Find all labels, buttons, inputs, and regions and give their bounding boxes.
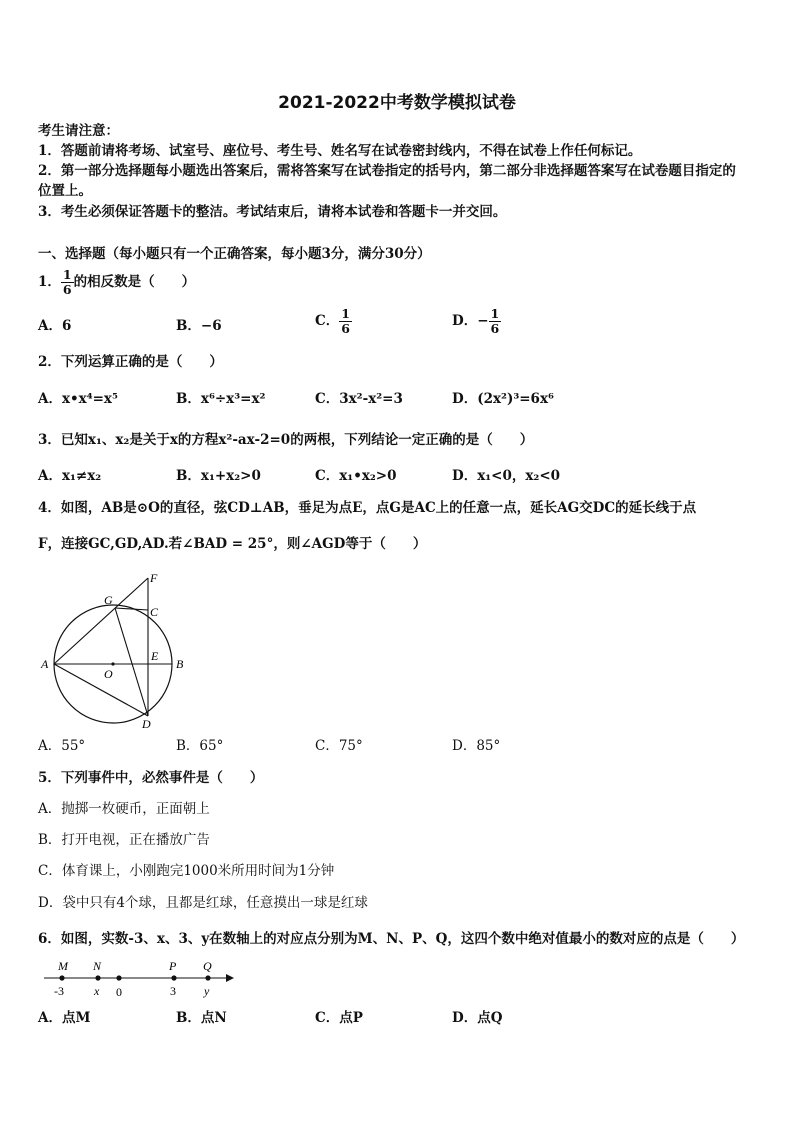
q5-option-b: B．打开电视，正在播放广告 — [38, 832, 210, 848]
label-b: B — [176, 657, 184, 671]
notice-item-2-cont: 位置上。 — [38, 183, 92, 199]
segment-gd — [115, 608, 148, 716]
q1-option-d: D．− $\frac{1}{6}$ — [452, 306, 500, 336]
q2-option-d: D．(2x²)³=6x⁶ — [452, 391, 554, 407]
label-p: P — [169, 959, 177, 973]
question-4-line-1: 4．如图，AB是⊙O的直径，弦CD⊥AB，垂足为点E，点G是AC上的任意一点，延长AG交DC的延长线于点 — [38, 500, 697, 516]
q6-option-c: C．点P — [315, 1010, 363, 1026]
question-1-text: 的相反数是（ ） — [73, 274, 196, 290]
label-c: C — [150, 605, 159, 619]
q1-option-c: C． $\frac{1}{6}$ — [315, 306, 350, 336]
label-q: Q — [203, 959, 212, 973]
number-line — [38, 955, 238, 1001]
line-af — [54, 578, 148, 664]
tick-label-3: 3 — [170, 984, 176, 998]
center-point — [111, 662, 114, 665]
q5-option-c: C．体育课上，小刚跑完1000米所用时间为1分钟 — [38, 863, 335, 879]
notice-item-1: 1．答题前请将考场、试室号、座位号、考生号、姓名写在试卷密封线内，不得在试卷上作任何标记。 — [38, 143, 642, 159]
label-d: D — [142, 717, 151, 730]
q6-option-b: B．点N — [176, 1010, 227, 1026]
axis-arrow-icon — [226, 974, 234, 982]
q4-option-a: A．55° — [38, 738, 86, 754]
section-heading: 一、选择题（每小题只有一个正确答案，每小题3分，满分30分） — [38, 246, 431, 262]
label-n: N — [93, 959, 102, 973]
question-5: 5．下列事件中，必然事件是（ ） — [38, 770, 264, 786]
q4-option-c: C．75° — [315, 738, 363, 754]
q5-option-a: A．抛掷一枚硬币，正面朝上 — [38, 801, 210, 817]
q4-option-d: D．85° — [452, 738, 501, 754]
label-o: O — [104, 667, 113, 681]
notice-item-2: 2．第一部分选择题每小题选出答案后，需将答案写在试卷指定的括号内，第二部分非选择题答案写在试卷题目指定的 — [38, 163, 736, 179]
q6-option-d: D．点Q — [452, 1010, 503, 1026]
point-q — [205, 975, 210, 980]
question-1 — [38, 268, 195, 297]
question-3: 3．已知x₁、x₂是关于x的方程x²-ax-2=0的两根，下列结论一定正确的是（ ） — [38, 432, 534, 448]
tick-label-0: 0 — [116, 985, 122, 999]
q2-option-a: A．x•x⁴=x⁵ — [38, 391, 118, 407]
question-1-number: 1． — [38, 274, 61, 290]
notice-item-3: 3．考生必须保证答题卡的整洁。考试结束后，请将本试卷和答题卡一并交回。 — [38, 204, 507, 220]
segment-ad — [54, 664, 148, 716]
q4-option-b: B．65° — [176, 738, 224, 754]
label-f: F — [150, 571, 158, 585]
tick-label-neg3: -3 — [54, 984, 64, 998]
question-4-line-2: F，连接GC,GD,AD.若∠BAD = 25°，则∠AGD等于（ ） — [38, 536, 427, 552]
point-n — [95, 975, 100, 980]
q1-option-a: A．6 — [38, 318, 72, 334]
q1-option-b: B．−6 — [176, 318, 222, 334]
q6-option-a: A．点M — [38, 1010, 91, 1026]
q3-option-a: A．x₁≠x₂ — [38, 468, 102, 484]
page-title: 2021-2022中考数学模拟试卷 — [278, 93, 516, 113]
tick-label-x: x — [94, 984, 100, 998]
q2-option-b: B．x⁶÷x³=x² — [176, 391, 266, 407]
point-m — [59, 975, 64, 980]
question-1-fraction: $\frac{1}{6}$ — [62, 267, 72, 297]
q5-option-d: D．袋中只有4个球，且都是红球，任意摸出一球是红球 — [38, 895, 368, 911]
question-6: 6．如图，实数-3、x、3、y在数轴上的对应点分别为M、N、P、Q，这四个数中绝对值最小的数对应的点是（ ） — [38, 931, 745, 947]
q3-option-c: C．x₁•x₂>0 — [315, 468, 397, 484]
label-g: G — [104, 593, 113, 607]
question-2: 2．下列运算正确的是（ ） — [38, 354, 223, 370]
notice-header: 考生请注意： — [38, 123, 119, 139]
tick-label-y: y — [204, 984, 210, 998]
q3-option-d: D．x₁<0，x₂<0 — [452, 468, 561, 484]
point-p — [171, 975, 176, 980]
label-m: M — [58, 959, 68, 973]
q3-option-b: B．x₁+x₂>0 — [176, 468, 261, 484]
q2-option-c: C．3x²-x²=3 — [315, 391, 403, 407]
circle-figure — [38, 570, 188, 730]
label-a: A — [41, 657, 49, 671]
point-origin — [116, 975, 121, 980]
label-e: E — [151, 649, 159, 663]
